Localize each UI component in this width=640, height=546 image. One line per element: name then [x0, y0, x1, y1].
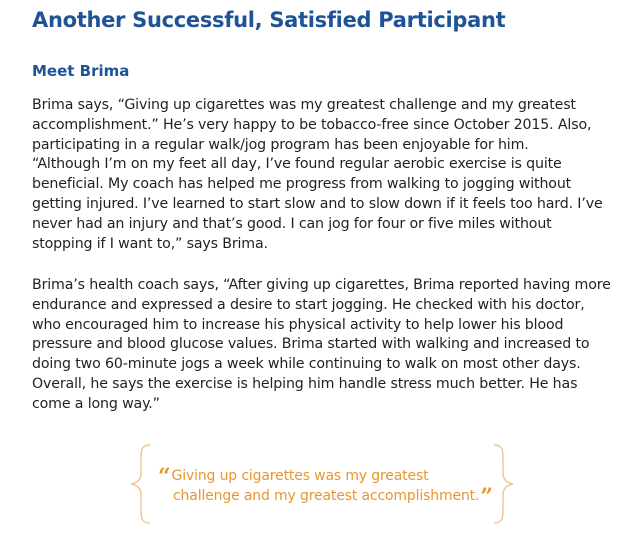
paragraph-line: never had an injury and that’s good. I can jog for four or five miles without: [32, 215, 552, 232]
paragraph-line: Brima says, “Giving up cigarettes was my greatest challenge and my greatest: [32, 97, 576, 113]
paragraph-line: come a long way.”: [32, 395, 160, 412]
section-heading: Meet Brima: [32, 62, 130, 80]
paragraph-line: beneficial. My coach has helped me progress from walking to jogging without: [32, 176, 572, 193]
pullquote-text: [158, 464, 493, 510]
open-quote-mark: “: [158, 464, 171, 490]
paragraph-line: Brima’s health coach says, “After giving up cigarettes, Brima reported having more: [32, 277, 611, 293]
pullquote-line: [158, 464, 493, 490]
body-paragraph-2: [32, 276, 622, 415]
paragraph-line: Overall, he says the exercise is helping him handle stress much better. He has: [32, 375, 578, 392]
paragraph-line: participating in a regular walk/jog program has been enjoyable for him.: [32, 136, 529, 153]
paragraph-line: pressure and blood glucose values. Brima started with walking and increased to: [32, 336, 590, 353]
pullquote-line: [170, 484, 493, 510]
body-paragraph-1: [32, 96, 622, 254]
page-title: Another Successful, Satisfied Participant: [32, 8, 506, 32]
left-brace-icon: [128, 443, 154, 525]
paragraph-line: who encouraged him to increase his physical activity to help lower his blood: [32, 316, 564, 333]
right-brace-icon: [490, 443, 516, 525]
paragraph-line: accomplishment.” He’s very happy to be tobacco-free since October 2015. Also,: [32, 116, 592, 133]
paragraph-line: doing two 60-minute jogs a week while continuing to walk on most other days.: [32, 356, 581, 373]
paragraph-line: “Although I’m on my feet all day, I’ve found regular aerobic exercise is quite: [32, 156, 562, 173]
pullquote-line-text: Giving up cigarettes was my greatest: [171, 468, 429, 484]
pullquote: [128, 443, 516, 525]
close-quote-mark: ”: [480, 484, 493, 510]
paragraph-line: getting injured. I’ve learned to start slow and to slow down if it feels too hard. I’ve: [32, 195, 603, 212]
pullquote-line-text: challenge and my greatest accomplishment.: [173, 488, 480, 504]
paragraph-line: stopping if I want to,” says Brima.: [32, 235, 268, 252]
paragraph-line: endurance and expressed a desire to start jogging. He checked with his doctor,: [32, 296, 585, 313]
